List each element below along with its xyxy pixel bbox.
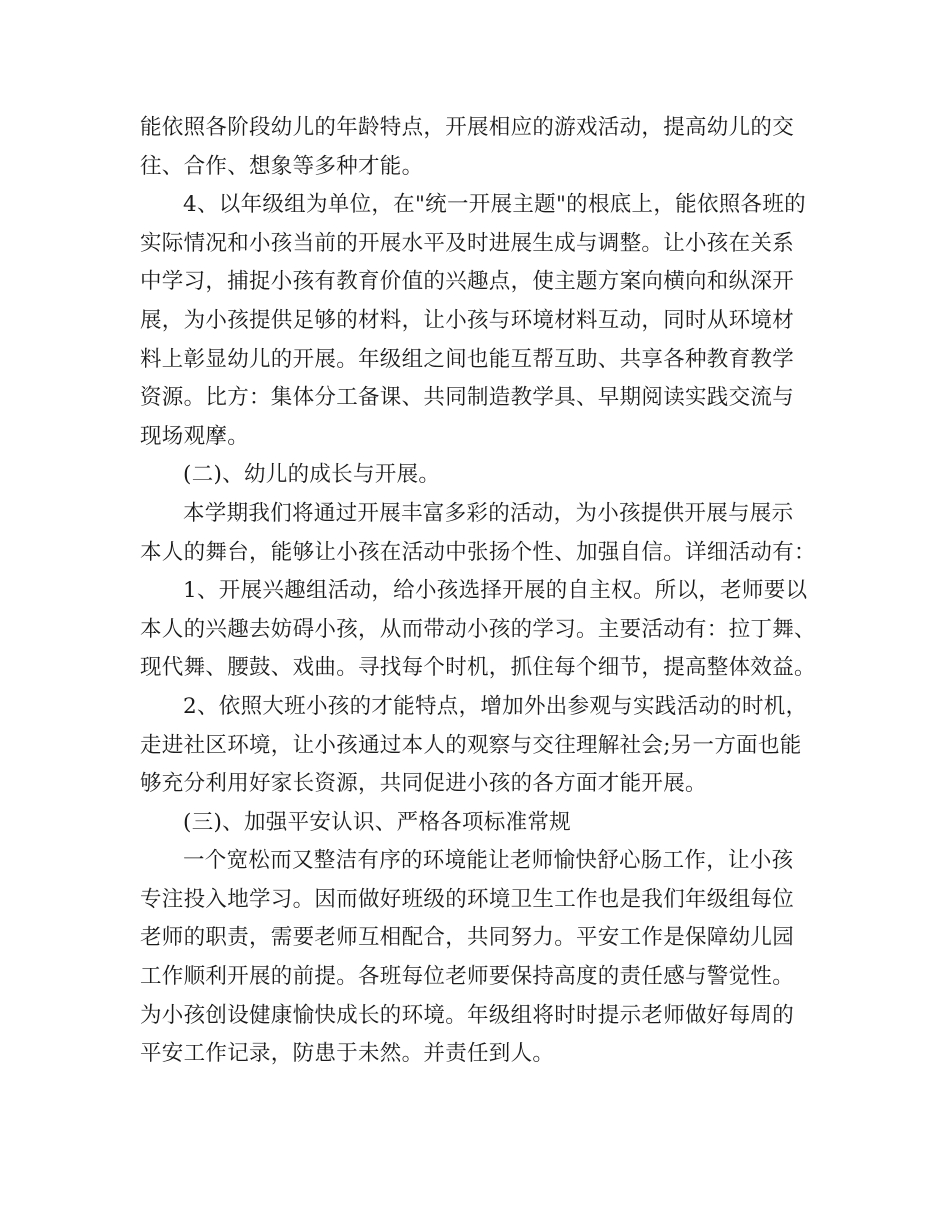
- text-line: 专注投入地学习。因而做好班级的环境卫生工作也是我们年级组每位: [140, 886, 795, 912]
- text-line: 老师的职责，需要老师互相配合，共同努力。平安工作是保障幼儿园: [140, 925, 795, 951]
- text-line: 2、依照大班小孩的才能特点，增加外出参观与实践活动的时机，: [183, 693, 808, 719]
- text-line: 展，为小孩提供足够的材料，让小孩与环境材料互动，同时从环境材: [140, 307, 795, 333]
- text-line: (三)、加强平安认识、严格各项标准常规: [183, 809, 571, 835]
- text-line: 本学期我们将通过开展丰富多彩的活动，为小孩提供开展与展示: [183, 500, 794, 526]
- text-line: 本人的兴趣去妨碍小孩，从而带动小孩的学习。主要活动有：拉丁舞、: [140, 616, 816, 642]
- text-line: 走进社区环境，让小孩通过本人的观察与交往理解社会;另一方面也能: [140, 732, 802, 758]
- text-line: 本人的舞台，能够让小孩在活动中张扬个性、加强自信。详细活动有：: [140, 539, 816, 565]
- text-line: 1、开展兴趣组活动，给小孩选择开展的自主权。所以，老师要以: [183, 578, 808, 604]
- text-line: 4、以年级组为单位，在"统一开展主题"的根底上，能依照各班的: [183, 192, 806, 218]
- text-line: 往、合作、想象等多种才能。: [140, 153, 424, 179]
- text-line: 工作顺利开展的前提。各班每位老师要保持高度的责任感与警觉性。: [140, 964, 795, 990]
- text-line: 现场观摩。: [140, 423, 250, 449]
- text-line: 平安工作记录，防患于未然。并责任到人。: [140, 1041, 555, 1067]
- text-line: 现代舞、腰鼓、戏曲。寻找每个时机，抓住每个细节，提高整体效益。: [140, 655, 816, 681]
- text-line: (二)、幼儿的成长与开展。: [183, 462, 441, 488]
- text-line: 中学习，捕捉小孩有教育价值的兴趣点，使主题方案向横向和纵深开: [140, 269, 795, 295]
- document-body: [140, 109, 840, 1074]
- text-line: 料上彰显幼儿的开展。年级组之间也能互帮互助、共享各种教育教学: [140, 346, 795, 372]
- text-line: 为小孩创设健康愉快成长的环境。年级组将时时提示老师做好每周的: [140, 1002, 795, 1028]
- text-line: 够充分利用好家长资源，共同促进小孩的各方面才能开展。: [140, 771, 707, 797]
- text-line: 资源。比方：集体分工备课、共同制造教学具、早期阅读实践交流与: [140, 385, 795, 411]
- text-line: 一个宽松而又整洁有序的环境能让老师愉快舒心肠工作，让小孩: [183, 848, 794, 874]
- text-line: 能依照各阶段幼儿的年龄特点，开展相应的游戏活动，提高幼儿的交: [140, 115, 795, 140]
- text-line: 实际情况和小孩当前的开展水平及时进展生成与调整。让小孩在关系: [140, 230, 795, 256]
